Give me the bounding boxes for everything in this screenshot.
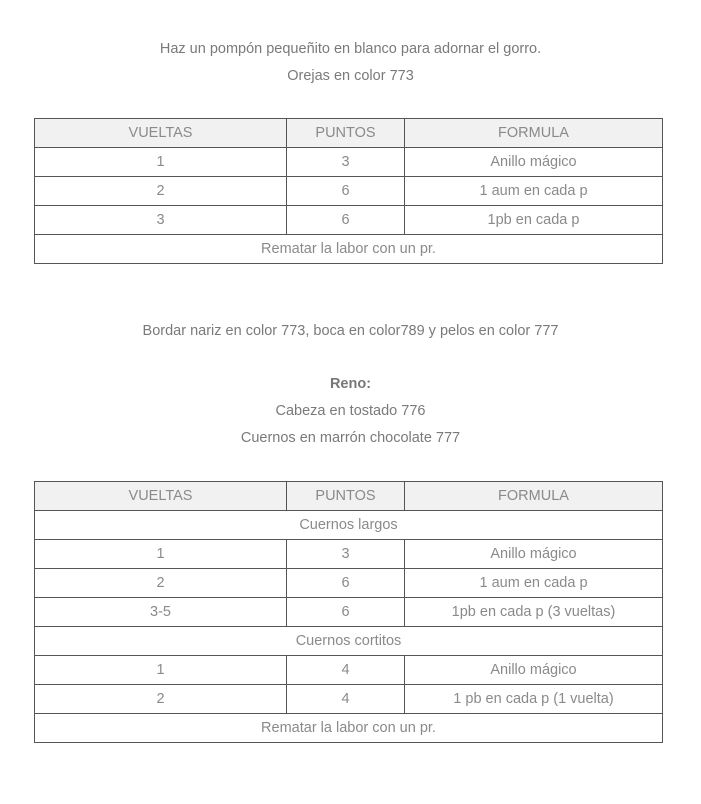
cell-puntos: 6 — [287, 569, 405, 598]
cell-formula: Anillo mágico — [405, 540, 663, 569]
header-vueltas: VUELTAS — [35, 482, 287, 511]
cell-formula: 1pb en cada p (3 vueltas) — [405, 598, 663, 627]
header-vueltas: VUELTAS — [35, 119, 287, 148]
cell-vueltas: 2 — [35, 685, 287, 714]
table-row — [35, 569, 663, 598]
intro-line-1: Haz un pompón pequeñito en blanco para adornar el gorro. — [159, 41, 542, 57]
header-puntos: PUNTOS — [287, 119, 405, 148]
header-formula: FORMULA — [405, 482, 663, 511]
antlers-table — [34, 481, 663, 743]
footer-cell: Rematar la labor con un pr. — [35, 235, 663, 264]
cell-vueltas: 2 — [35, 177, 287, 206]
table-row — [35, 685, 663, 714]
table-header-row — [35, 482, 663, 511]
cell-puntos: 3 — [287, 540, 405, 569]
cell-formula: 1 aum en cada p — [405, 177, 663, 206]
header-formula: FORMULA — [405, 119, 663, 148]
cell-puntos: 4 — [287, 685, 405, 714]
cell-vueltas: 1 — [35, 148, 287, 177]
footer-cell: Rematar la labor con un pr. — [35, 714, 663, 743]
embroider-instructions: Bordar nariz en color 773, boca en color789 y pelos en color 777 — [142, 323, 559, 339]
cell-puntos: 6 — [287, 598, 405, 627]
reno-line-2: Cuernos en marrón chocolate 777 — [240, 430, 461, 446]
cell-vueltas: 2 — [35, 569, 287, 598]
table-row — [35, 656, 663, 685]
intro-line-2: Orejas en color 773 — [287, 68, 414, 84]
section-row-cuernos-largos — [35, 511, 663, 540]
table-row — [35, 177, 663, 206]
cell-vueltas: 1 — [35, 656, 287, 685]
cell-puntos: 4 — [287, 656, 405, 685]
cell-formula: 1 pb en cada p (1 vuelta) — [405, 685, 663, 714]
cell-formula: Anillo mágico — [405, 656, 663, 685]
cell-vueltas: 3 — [35, 206, 287, 235]
section-cell: Cuernos largos — [35, 511, 663, 540]
cell-formula: 1pb en cada p — [405, 206, 663, 235]
cell-vueltas: 1 — [35, 540, 287, 569]
table-footer-row — [35, 714, 663, 743]
cell-formula: 1 aum en cada p — [405, 569, 663, 598]
cell-formula: Anillo mágico — [405, 148, 663, 177]
table-row — [35, 598, 663, 627]
table-header-row — [35, 119, 663, 148]
cell-puntos: 6 — [287, 206, 405, 235]
table-row — [35, 148, 663, 177]
reno-title: Reno: — [329, 376, 372, 392]
cell-puntos: 3 — [287, 148, 405, 177]
ears-table — [34, 118, 663, 264]
table-footer-row — [35, 235, 663, 264]
table-row — [35, 540, 663, 569]
header-puntos: PUNTOS — [287, 482, 405, 511]
reno-line-1: Cabeza en tostado 776 — [275, 403, 426, 419]
cell-puntos: 6 — [287, 177, 405, 206]
cell-vueltas: 3-5 — [35, 598, 287, 627]
section-row-cuernos-cortitos — [35, 627, 663, 656]
section-cell: Cuernos cortitos — [35, 627, 663, 656]
table-row — [35, 206, 663, 235]
